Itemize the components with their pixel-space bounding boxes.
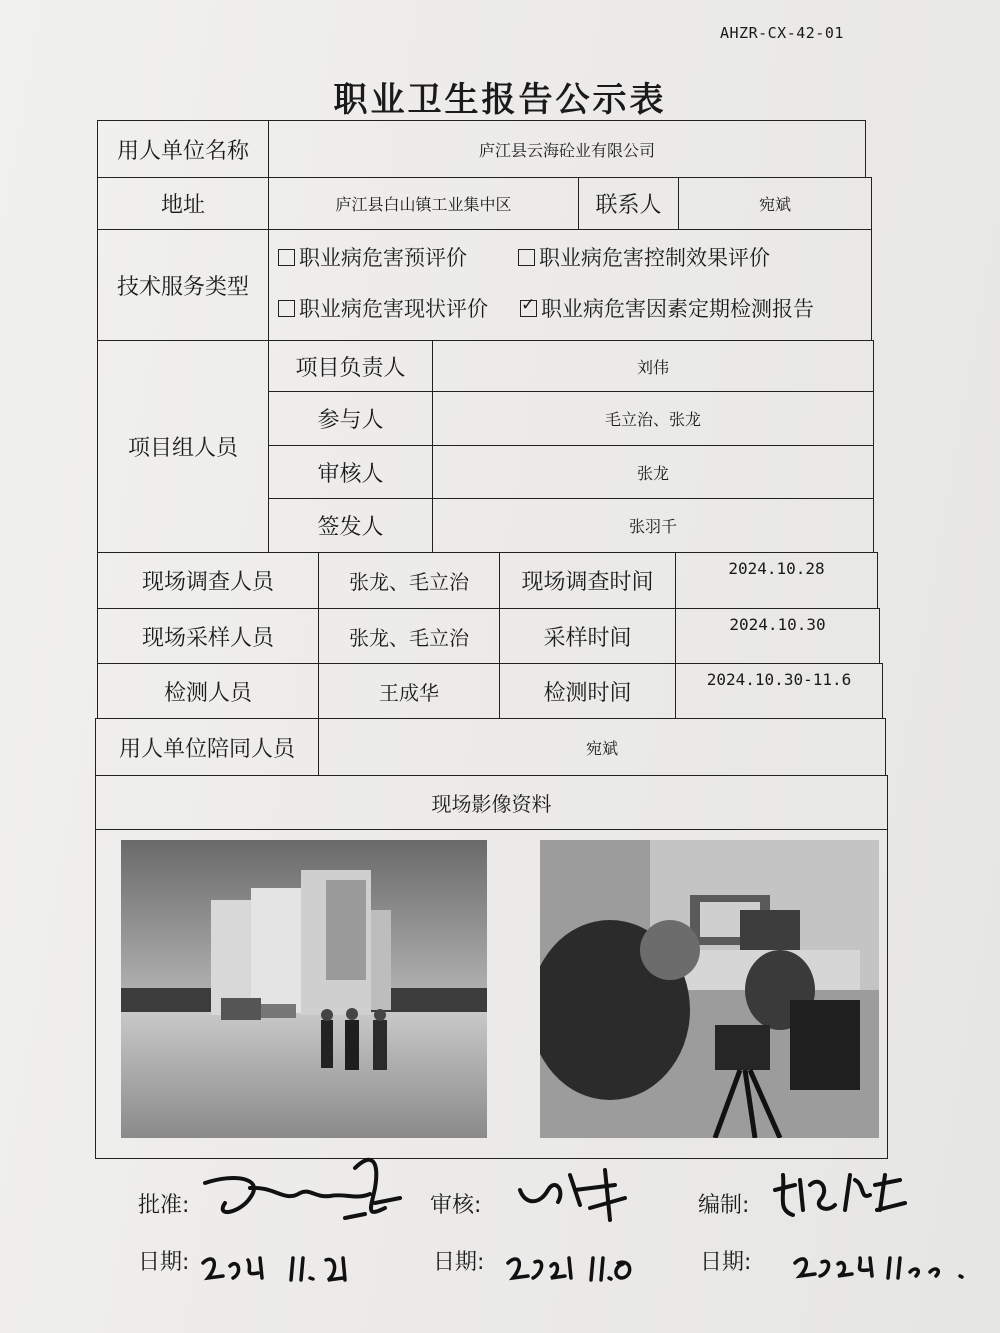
images-header: 现场影像资料 [95, 775, 888, 830]
employer-value: 庐江县云海砼业有限公司 [268, 120, 866, 178]
contact-value: 宛斌 [678, 177, 872, 230]
compiler-signature [765, 1155, 925, 1235]
testing-time: 2024.10.30-11.6 [675, 663, 883, 719]
checkbox-icon [518, 249, 535, 266]
reviewer-signature [510, 1160, 640, 1230]
team-name: 毛立治、张龙 [432, 391, 874, 446]
service-option-status-eval[interactable]: 职业病危害现状评价 [278, 293, 488, 323]
site-photo-building [121, 840, 487, 1138]
compile-date-handwriting [790, 1248, 970, 1288]
team-role: 项目负责人 [268, 340, 433, 392]
team-role: 签发人 [268, 498, 433, 553]
page-title: 职业卫生报告公示表 [333, 80, 667, 120]
address-label: 地址 [97, 177, 269, 230]
site-photo-sampling [540, 840, 879, 1138]
service-option-control-eval[interactable]: 职业病危害控制效果评价 [518, 242, 770, 272]
team-label: 项目组人员 [97, 340, 269, 553]
approve-date-handwriting [198, 1248, 363, 1293]
testing-label: 检测人员 [97, 663, 319, 719]
sampling-people: 张龙、毛立治 [318, 608, 500, 664]
team-role: 参与人 [268, 391, 433, 446]
team-name: 张龙 [432, 445, 874, 499]
escort-value: 宛斌 [318, 718, 886, 776]
review-date-handwriting [503, 1248, 643, 1293]
survey-time-label: 现场调查时间 [499, 552, 676, 609]
service-type-options [268, 229, 872, 341]
service-option-pre-eval[interactable]: 职业病危害预评价 [278, 242, 467, 272]
contact-label: 联系人 [578, 177, 679, 230]
team-name: 张羽千 [432, 498, 874, 553]
sampling-time-label: 采样时间 [499, 608, 676, 664]
team-name: 刘伟 [432, 340, 874, 392]
approver-signature [195, 1148, 415, 1238]
approve-label: 批准: [138, 1193, 190, 1218]
checkbox-icon [278, 300, 295, 317]
compile-label: 编制: [698, 1193, 750, 1218]
photos-area [95, 829, 888, 1159]
document-code: AHZR-CX-42-01 [720, 24, 844, 42]
address-value: 庐江县白山镇工业集中区 [268, 177, 579, 230]
survey-time: 2024.10.28 [675, 552, 878, 609]
compile-date-label: 日期: [700, 1250, 752, 1275]
escort-label: 用人单位陪同人员 [95, 718, 319, 776]
checkbox-icon [278, 249, 295, 266]
employer-label: 用人单位名称 [97, 120, 269, 178]
survey-people: 张龙、毛立治 [318, 552, 500, 609]
sampling-label: 现场采样人员 [97, 608, 319, 664]
testing-time-label: 检测时间 [499, 663, 676, 719]
approve-date-label: 日期: [138, 1250, 190, 1275]
testing-people: 王成华 [318, 663, 500, 719]
review-label: 审核: [430, 1193, 482, 1218]
checked-checkbox-icon [520, 300, 537, 317]
team-role: 审核人 [268, 445, 433, 499]
service-type-label: 技术服务类型 [97, 229, 269, 341]
survey-label: 现场调查人员 [97, 552, 319, 609]
service-option-periodic-test[interactable]: ✓ 职业病危害因素定期检测报告 [520, 293, 814, 323]
sampling-time: 2024.10.30 [675, 608, 880, 664]
review-date-label: 日期: [433, 1250, 485, 1275]
